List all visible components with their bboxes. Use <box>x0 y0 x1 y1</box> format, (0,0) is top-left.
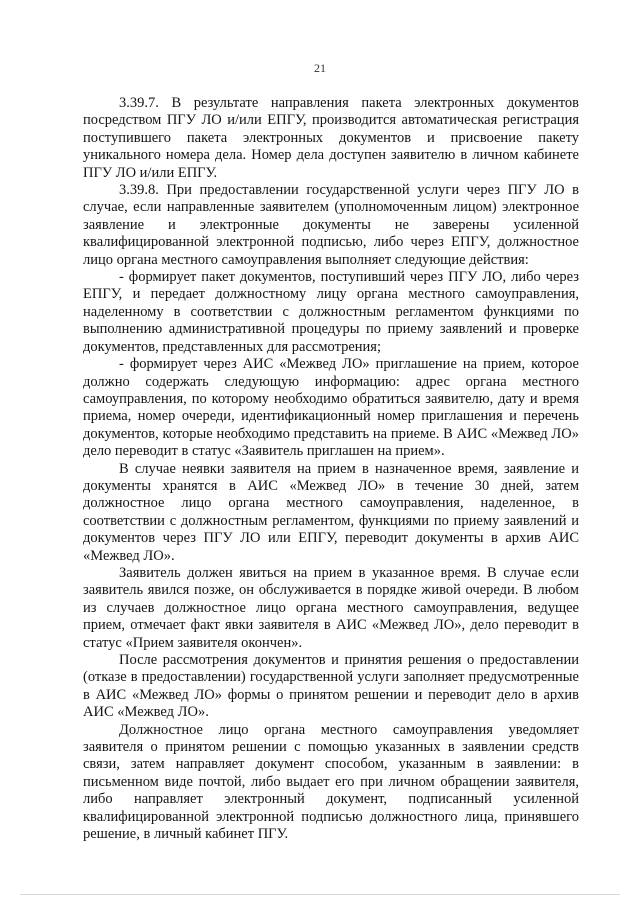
paragraph-notification: Должностное лицо органа местного самоуправления уведомляет заявителя о принятом решении с помощью указанных в заявлении средств связи, затем направляет документ способом, указанным в заявлении: в письменном виде почтой, либо выдает его при личном обращении заявителя, либо направляет электронный документ, подписанный усиленной квалифицированной электронной подписью должностного лица, принявшего решение, в личный кабинет ПГУ. <box>83 721 579 843</box>
paragraph-3-39-7: 3.39.7. В результате направления пакета электронных документов посредством ПГУ ЛО и/или ЕПГУ, производится автоматическая регистрация поступившего пакета электронных документов и присвоение пакету уникального номера дела. Номер дела доступен заявителю в личном кабинете ПГУ ЛО и/или ЕПГУ. <box>83 95 579 181</box>
page-number: 21 <box>314 61 326 75</box>
list-item-form-invitation: - формирует через АИС «Межвед ЛО» приглашение на прием, которое должно содержать следующую информацию: адрес органа местного самоуправления, по которому необходимо обратиться заявителю, дату и время приема, номер очереди, идентификационный номер приглашения и перечень документов, которые необходимо представить на приеме. В АИС «Межвед ЛО» дело переводит в статус «Заявитель приглашен на прием». <box>83 356 579 460</box>
paragraph-3-39-8: 3.39.8. При предоставлении государственной услуги через ПГУ ЛО в случае, если направленные заявителем (уполномоченным лицом) электронное заявление и электронные документы не заверены усиленной квалифицированной электронной подписью, либо через ЕПГУ, должностное лицо органа местного самоуправления выполняет следующие действия: <box>83 182 579 268</box>
paragraph-arrival: Заявитель должен явиться на прием в указанное время. В случае если заявитель явился позже, он обслуживается в порядке живой очереди. В любом из случаев должностное лицо органа местного самоуправления, ведущее прием, отмечает факт явки заявителя в АИС «Межвед ЛО», дело переводит в статус «Прием заявителя окончен». <box>83 564 579 651</box>
paragraph-decision: После рассмотрения документов и принятия решения о предоставлении (отказе в предоставлении) государственной услуги заполняет предусмотренные в АИС «Межвед ЛО» формы о принятом решении и переводит дело в архив АИС «Межвед ЛО». <box>83 652 579 721</box>
list-item-form-package: - формирует пакет документов, поступивший через ПГУ ЛО, либо через ЕПГУ, и передает должностному лицу органа местного самоуправления, наделенному в соответствии с должностным регламентом функциями по выполнению административной процедуры по приему заявлений и проверке документов, представленных для рассмотрения; <box>83 269 579 355</box>
paragraph-no-show: В случае неявки заявителя на прием в назначенное время, заявление и документы хранятся в АИС «Межвед ЛО» в течение 30 дней, затем должностное лицо органа местного самоуправления, наделенное, в соответствии с должностным регламентом, функциями по приему заявлений и документов через ПГУ ЛО или ЕПГУ, переводит документы в архив АИС «Межвед ЛО». <box>83 460 579 564</box>
page-bottom-divider <box>20 894 620 895</box>
document-body <box>83 95 579 843</box>
